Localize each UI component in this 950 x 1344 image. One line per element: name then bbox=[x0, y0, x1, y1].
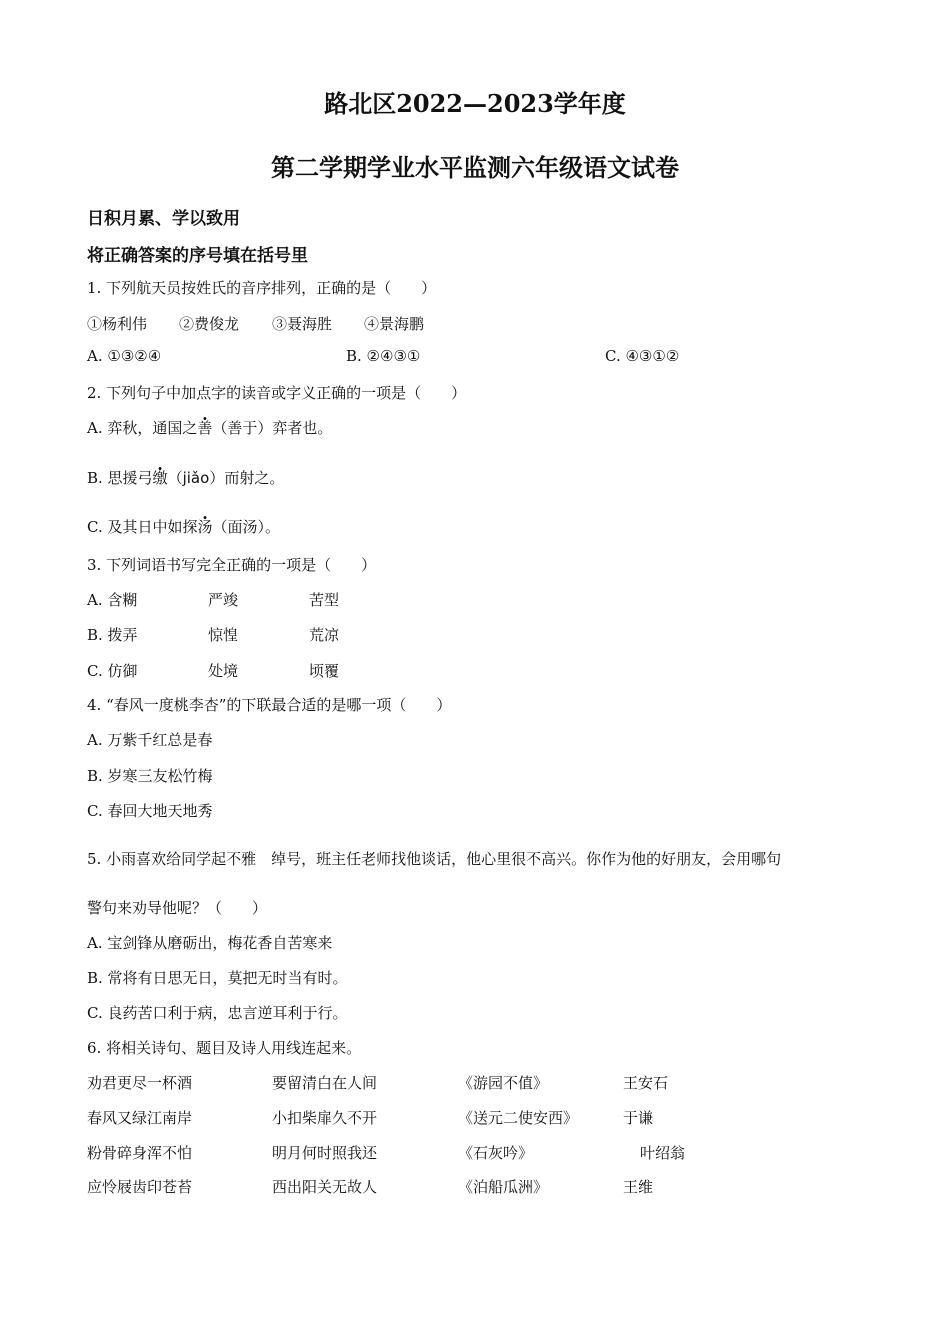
q6-col3-item: 《石灰吟》 bbox=[458, 1144, 534, 1162]
q3-a-word-1: A. 含糊 bbox=[87, 591, 138, 609]
q1-option-a: A. ①③②④ bbox=[87, 347, 162, 365]
q2-c-dotted-char: 汤 bbox=[197, 518, 213, 536]
title-line-1: 路北区2022—2023学年度 bbox=[324, 89, 626, 118]
q2-stem: 2. 下列句子中加点字的读音或字义正确的一项是（ ） bbox=[87, 384, 467, 402]
q4-option-a: A. 万紫千红总是春 bbox=[87, 731, 213, 749]
q4-stem: 4. “春风一度桃李杏”的下联最合适的是哪一项（ ） bbox=[87, 696, 452, 714]
section-heading-2: 将正确答案的序号填在括号里 bbox=[87, 246, 308, 266]
q6-col1-item: 应怜屐齿印苍苔 bbox=[87, 1178, 193, 1196]
q2-b-text: B. 思援弓 bbox=[87, 469, 153, 487]
q2-c-text: C. 及其日中如探 bbox=[87, 518, 198, 536]
q2-a-dotted-char: 善 bbox=[197, 419, 213, 437]
q2-b-dotted-char: 缴 bbox=[152, 469, 168, 487]
q4-option-b: B. 岁寒三友松竹梅 bbox=[87, 767, 213, 785]
q6-col2-item: 西出阳关无故人 bbox=[272, 1178, 378, 1196]
q2-c-text-end: （面汤）。 bbox=[212, 518, 281, 536]
q6-col4-item: 王维 bbox=[623, 1178, 654, 1196]
q5-option-a: A. 宝剑锋从磨砺出，梅花香自苦寒来 bbox=[87, 934, 333, 952]
section-heading-1: 日积月累、学以致用 bbox=[87, 209, 240, 229]
q5-option-c: C. 良药苦口利于病，忠言逆耳利于行。 bbox=[87, 1004, 348, 1022]
q3-a-word-3: 苦型 bbox=[309, 591, 340, 609]
q3-b-word-1: B. 拨弄 bbox=[87, 626, 138, 644]
q1-name-3: ③聂海胜 bbox=[272, 315, 333, 333]
q3-c-word-2: 处境 bbox=[208, 662, 239, 680]
q3-c-word-1: C. 仿御 bbox=[87, 662, 138, 680]
q1-name-4: ④景海鹏 bbox=[364, 315, 425, 333]
q2-b-pinyin: jiǎo bbox=[182, 469, 210, 487]
q1-name-1: ①杨利伟 bbox=[87, 315, 148, 333]
q3-b-word-3: 荒凉 bbox=[309, 626, 340, 644]
title-line-2: 第二学期学业水平监测六年级语文试卷 bbox=[271, 153, 679, 182]
q4-option-c: C. 春回大地天地秀 bbox=[87, 802, 213, 820]
q5-option-b: B. 常将有日思无日，莫把无时当有时。 bbox=[87, 969, 348, 987]
q1-option-b: B. ②④③① bbox=[346, 347, 421, 365]
q6-col3-item: 《游园不值》 bbox=[458, 1074, 549, 1092]
q6-col4-item: 王安石 bbox=[623, 1074, 669, 1092]
q3-c-word-3: 顷覆 bbox=[309, 662, 340, 680]
q5-stem-line-1: 5. 小雨喜欢给同学起不雅 绰号，班主任老师找他谈话，他心里很不高兴。你作为他的好朋友，会用哪句 bbox=[87, 850, 782, 868]
q6-col2-item: 小扣柴扉久不开 bbox=[272, 1109, 378, 1127]
q2-a-text: A. 弈秋，通国之 bbox=[87, 419, 198, 437]
q3-stem: 3. 下列词语书写完全正确的一项是（ ） bbox=[87, 556, 377, 574]
q6-col2-item: 明月何时照我还 bbox=[272, 1144, 378, 1162]
q6-col4-item: 于谦 bbox=[623, 1109, 654, 1127]
q6-col1-item: 劝君更尽一杯酒 bbox=[87, 1074, 193, 1092]
q2-option-c bbox=[87, 516, 280, 537]
q3-b-word-2: 惊惶 bbox=[208, 626, 239, 644]
q2-a-text-end: （善于）弈者也。 bbox=[212, 419, 333, 437]
q2-b-text-end: ）而射之。 bbox=[209, 469, 285, 487]
q6-stem: 6. 将相关诗句、题目及诗人用线连起来。 bbox=[87, 1039, 362, 1057]
q1-name-2: ②费俊龙 bbox=[179, 315, 240, 333]
q6-col1-item: 粉骨碎身浑不怕 bbox=[87, 1144, 193, 1162]
q6-col1-item: 春风又绿江南岸 bbox=[87, 1109, 193, 1127]
q6-col3-item: 《泊船瓜洲》 bbox=[458, 1178, 549, 1196]
q2-option-a bbox=[87, 417, 332, 438]
q6-col2-item: 要留清白在人间 bbox=[272, 1074, 378, 1092]
q1-option-c: C. ④③①② bbox=[605, 347, 680, 365]
q5-stem-line-2: 警句来劝导他呢？（ ） bbox=[87, 899, 268, 917]
q1-stem: 1. 下列航天员按姓氏的音序排列，正确的是（ ） bbox=[87, 279, 437, 297]
q6-col3-item: 《送元二使安西》 bbox=[458, 1109, 579, 1127]
q3-a-word-2: 严竣 bbox=[208, 591, 239, 609]
q6-col4-item: 叶绍翁 bbox=[640, 1144, 686, 1162]
q2-b-open: （ bbox=[167, 469, 183, 487]
q2-option-b bbox=[87, 467, 284, 488]
